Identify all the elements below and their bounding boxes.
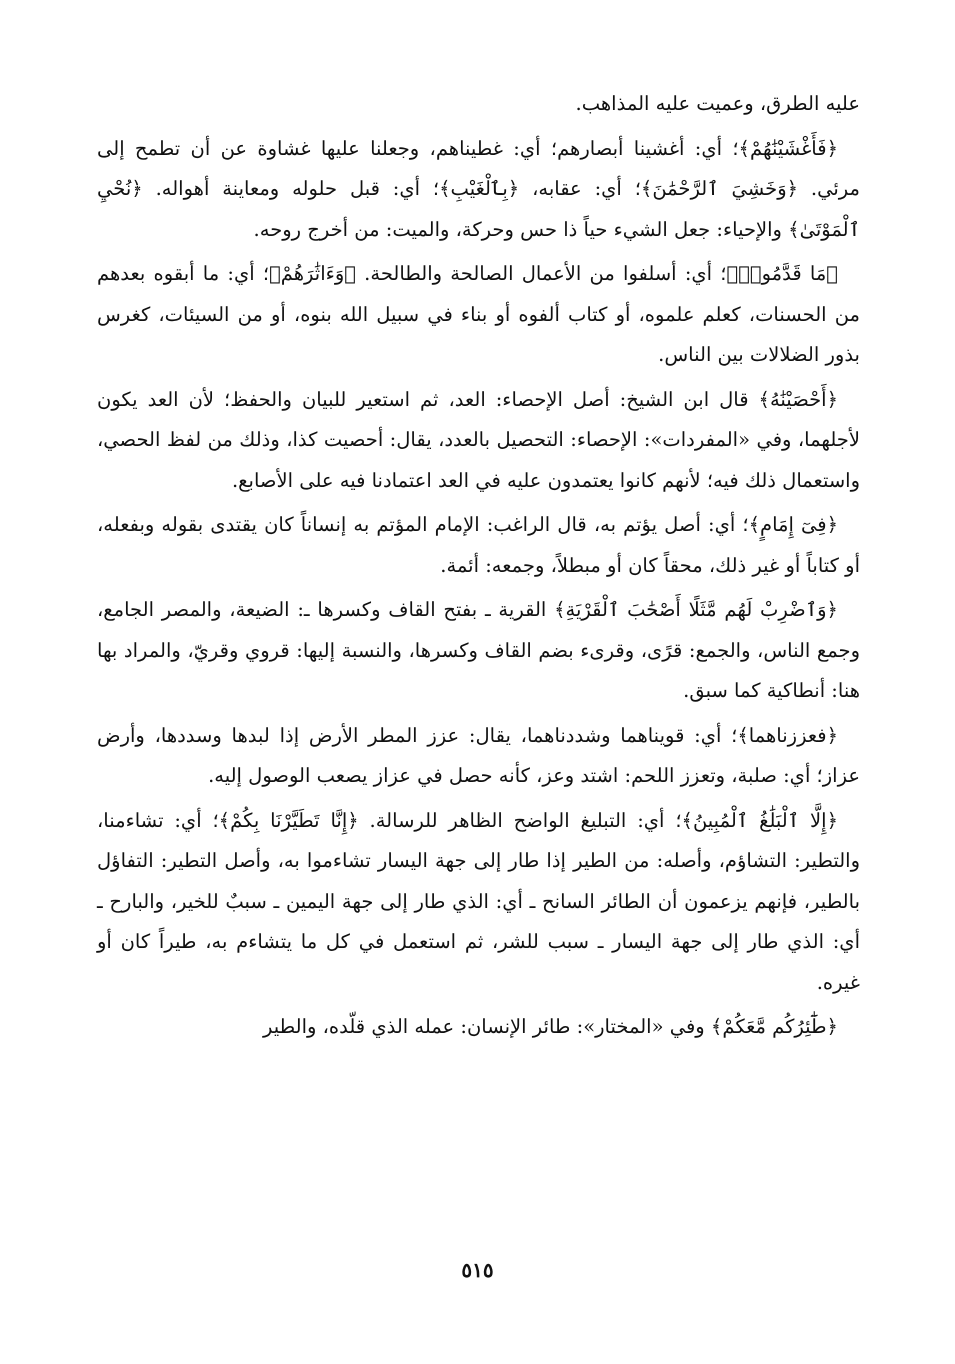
paragraph-ashab-al-qarya: ﴿وَٱضْرِبْ لَهُم مَّثَلًا أَصْحَٰبَ ٱلْقَرْيَةِ﴾ القرية ـ بفتح القاف وكسرها ـ: الضيعة، والمصر الجامع، وجمع الناس، والجمع: قرًى، وقرىء بضم القاف وكسرها، والنسبة إليها: قروي وقريّ، والمراد بها هنا: أنطاكية كما سبق. (97, 598, 860, 702)
paragraph-al-balagh-al-mubin: ﴿إِلَّا ٱلْبَلَٰغُ ٱلْمُبِينُ﴾؛ أي: التبليغ الواضح الظاهر للرسالة. ﴿إِنَّا تَطَيَّرْنَا بِكُمْ﴾؛ أي: تشاءمنا، والتطير: التشاؤم، وأصله: من الطير إذا طار إلى جهة اليسار تشاءموا به، وأصل التطير: التفاؤل بالطير، فإنهم يزعمون أن الطائر السانح ـ أي: الذي طار إلى جهة اليمين ـ سببٌ للخير، والبارح ـ أي: الذي طار إلى جهة اليسار ـ سبب للشر، ثم استعمل في كل ما يتشاءم به، طيراً كان أو غيره. (97, 808, 860, 994)
paragraph-tairukum-maakum: ﴿طَٰٓئِرُكُم مَّعَكُمْ﴾ وفي «المختار»: طائر الإنسان: عمله الذي قلّده، والطير (262, 1015, 838, 1038)
paragraph-ma-qaddamu: ﴿مَا قَدَّمُوا۟﴾؛ أي: أسلفوا من الأعمال الصالحة والطالحة. ﴿وَءَاثَٰرَهُمْ﴾؛ أي: ما أبقوه بعدهم من الحسنات، كعلم علموه، أو كتاب ألفوه أو بناء في سبيل الله بنوه، أو من السيئات، كغرس بذور الضلالات بين الناس. (97, 262, 860, 366)
paragraph-fi-imam: ﴿فِىٓ إِمَامٍ﴾؛ أي: أصل يؤتم به، قال الراغب: الإمام المؤتم به إنساناً كان يقتدى بقوله وبفعله، أو كتاباً أو غير ذلك، محقاً كان أو مبطلاً، وجمعه: أئمة. (97, 513, 860, 577)
page-number: ٥١٥ (461, 1258, 494, 1282)
paragraph-fa-azzaznahuma: ﴿فعززناهما﴾؛ أي: قويناهما وشددناهما، يقال: عزز المطر الأرض إذا لبدها وسددها، وأرض عزاز؛ أي: صلبة، وتعزز اللحم: اشتد وعز، كأنه حصل في عزاز يصعب الوصول إليه. (97, 723, 860, 787)
paragraph-continuation: عليه الطرق، وعميت عليه المذاهب. (575, 92, 860, 115)
paragraph-faghshaynahum: ﴿فَأَغْشَيْنَٰهُمْ﴾؛ أي: أغشينا أبصارهم؛ أي: غطيناهم، وجعلنا عليها غشاوة عن أن تطمح إلى مرئي. ﴿وَخَشِيَ ٱلرَّحْمَٰنَ﴾؛ أي: عقابه، ﴿بِٱلْغَيْبِ﴾؛ أي: قبل حلوله ومعاينة أهواله. ﴿نُحْيِ ٱلْمَوْتَىٰ﴾ والإحياء: جعل الشيء حياً ذا حس وحركة، والميت: من أخرج روحه. (97, 136, 860, 241)
paragraph-ahsaynahu: ﴿أَحْصَيْنَٰهُ﴾ قال ابن الشيخ: أصل الإحصاء: العد، ثم استعير للبيان والحفظ؛ لأن العد يكون لأجلهما، وفي «المفردات»: الإحصاء: التحصيل بالعدد، يقال: أحصيت كذا، وذلك من لفظ الحصي، واستعمال ذلك فيه؛ لأنهم كانوا يعتمدون عليه في العد اعتمادنا فيه على الأصابع. (97, 387, 860, 492)
